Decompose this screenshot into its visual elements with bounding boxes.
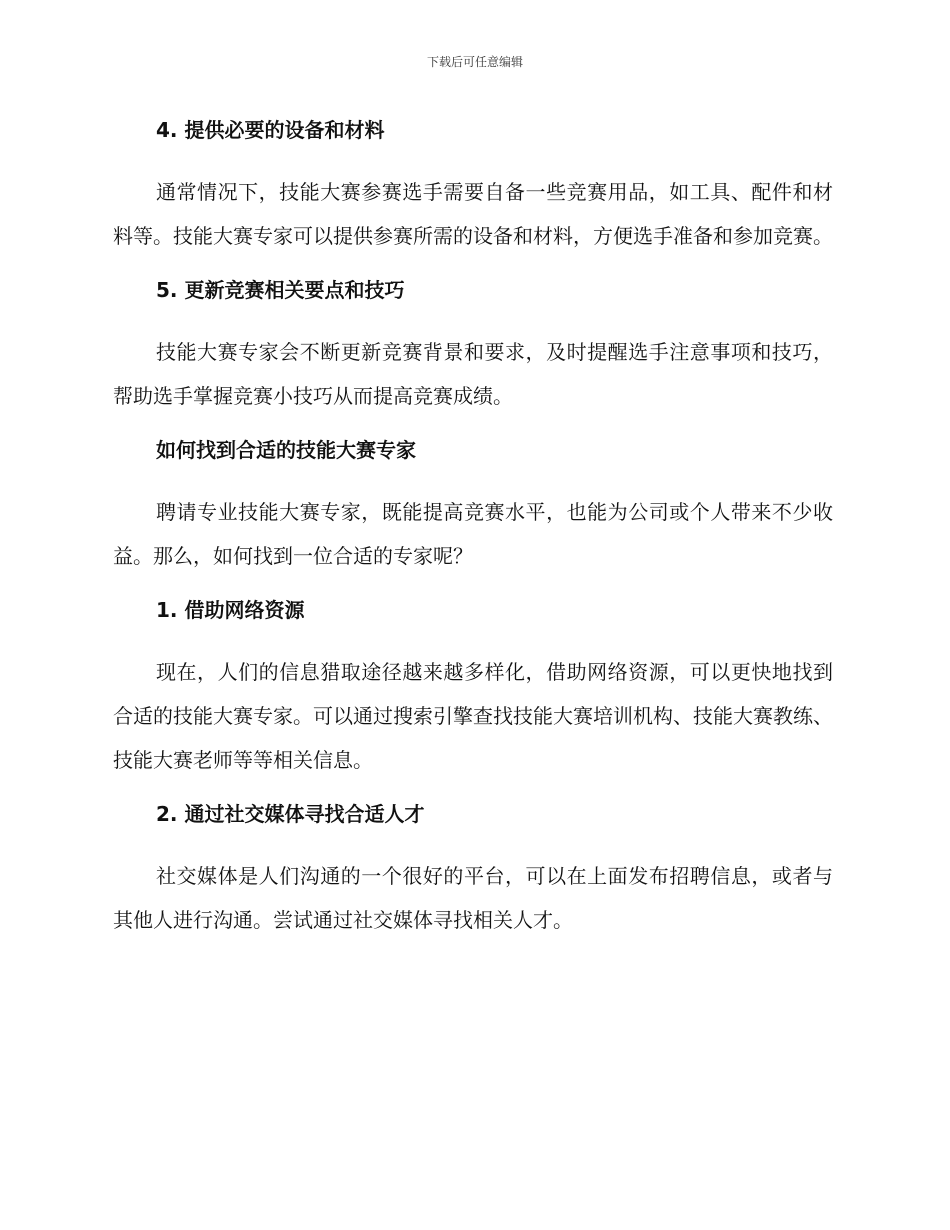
section-heading-provide-equipment: 4. 提供必要的设备和材料 [156, 118, 385, 142]
paragraph-provide-equipment: 通常情况下，技能大赛参赛选手需要自备一些竞赛用品，如工具、配件和材料等。技能大赛专家可以提供参赛所需的设备和材料，方便选手准备和参加竞赛。 [113, 180, 833, 248]
section-heading-social-media: 2. 通过社交媒体寻找合适人才 [156, 802, 425, 826]
paragraph-social-media: 社交媒体是人们沟通的一个很好的平台，可以在上面发布招聘信息，或者与其他人进行沟通。尝试通过社交媒体寻找相关人才。 [113, 864, 833, 932]
paragraph-network-resources: 现在，人们的信息猎取途径越来越多样化，借助网络资源，可以更快地找到合适的技能大赛专家。可以通过搜索引擎查找技能大赛培训机构、技能大赛教练、技能大赛老师等等相关信息。 [113, 660, 833, 772]
paragraph-update-tips: 技能大赛专家会不断更新竞赛背景和要求，及时提醒选手注意事项和技巧，帮助选手掌握竞赛小技巧从而提高竞赛成绩。 [113, 340, 833, 408]
section-heading-find-expert: 如何找到合适的技能大赛专家 [156, 438, 416, 462]
page-header: 下载后可任意编辑 [426, 55, 523, 69]
paragraph-find-expert: 聘请专业技能大赛专家，既能提高竞赛水平，也能为公司或个人带来不少收益。那么，如何找到一位合适的专家呢？ [113, 500, 833, 568]
document-body [113, 112, 833, 956]
section-heading-network-resources: 1. 借助网络资源 [156, 598, 305, 622]
section-heading-update-tips: 5. 更新竞赛相关要点和技巧 [156, 278, 405, 302]
